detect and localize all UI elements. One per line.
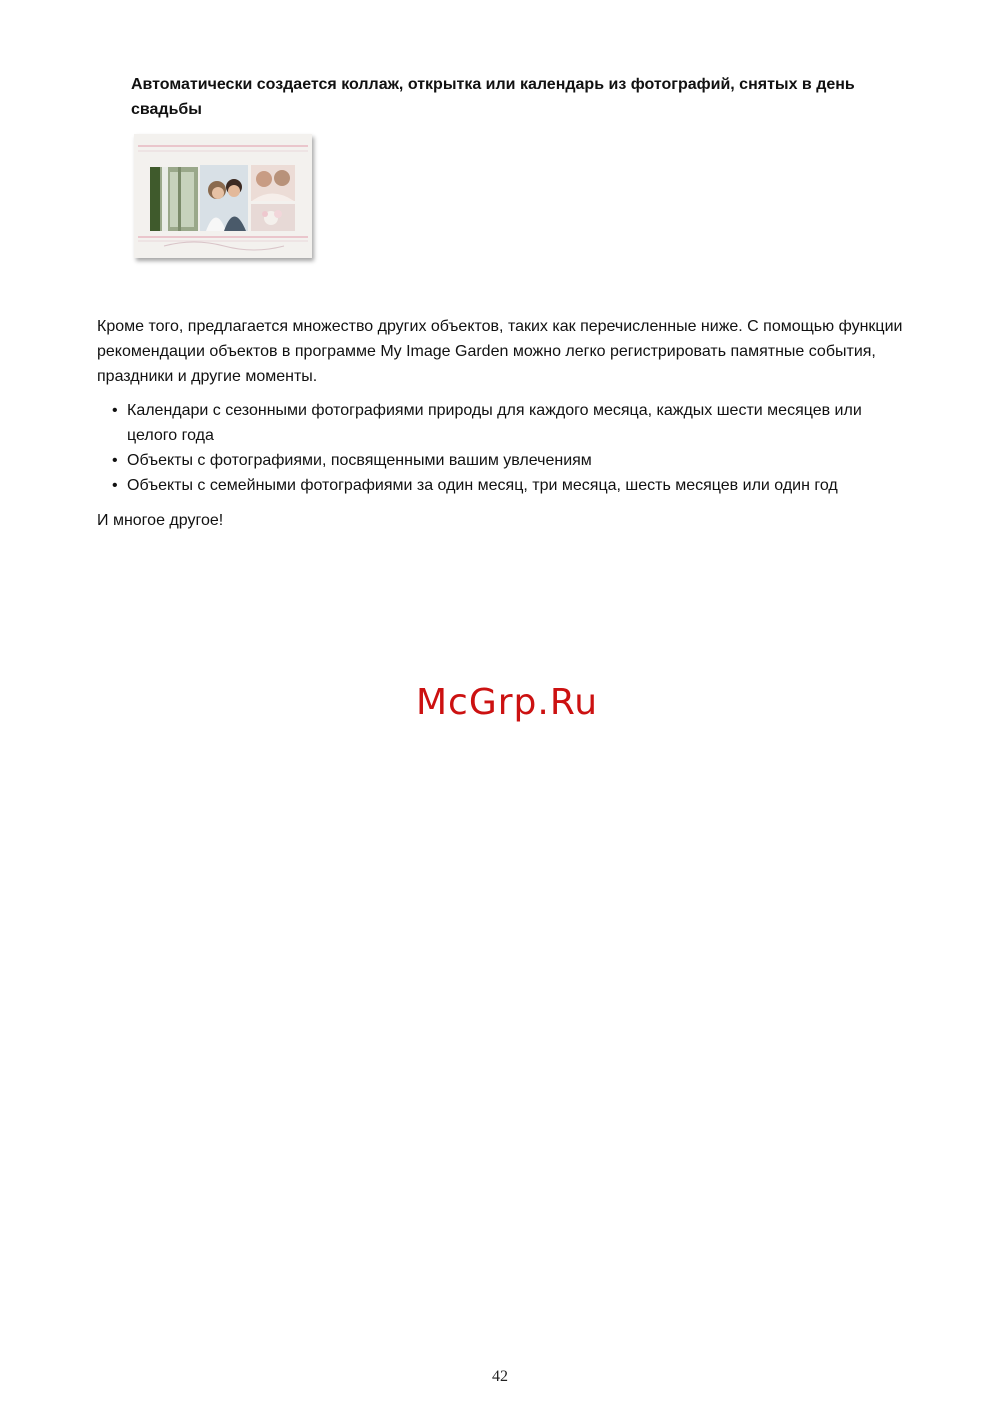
photo-right <box>251 165 295 231</box>
wedding-collage-image <box>134 134 316 264</box>
intro-paragraph: Кроме того, предлагается множество других объектов, таких как перечисленные ниже. С помощью функции рекомендации объектов в программе My Image Garden можно легко регистрировать памятные события, праздники и другие моменты. <box>97 318 903 385</box>
closing-text: И многое другое! <box>97 512 224 529</box>
list-item <box>97 448 912 473</box>
photo-couple <box>200 165 248 231</box>
list-item <box>97 398 912 448</box>
bullet-marker: • <box>112 402 118 419</box>
section-heading: Автоматически создается коллаж, открытка или календарь из фотографий, снятых в день свадьбы <box>131 76 855 118</box>
collage-card <box>134 134 312 258</box>
photo-left <box>150 167 198 231</box>
list-item-text: Объекты с семейными фотографиями за один месяц, три месяца, шесть месяцев или один год <box>127 477 838 494</box>
watermark: McGrp.Ru <box>415 682 599 723</box>
page-number: 42 <box>492 1368 508 1385</box>
list-item-text: Объекты с фотографиями, посвященными вашим увлечениям <box>127 452 592 469</box>
object-list <box>97 398 912 498</box>
bullet-marker: • <box>112 477 118 494</box>
list-item <box>97 473 912 498</box>
bullet-marker: • <box>112 452 118 469</box>
list-item-text: Календари с сезонными фотографиями природы для каждого месяца, каждых шести месяцев или целого года <box>127 402 862 444</box>
collage-illustration <box>134 134 312 258</box>
